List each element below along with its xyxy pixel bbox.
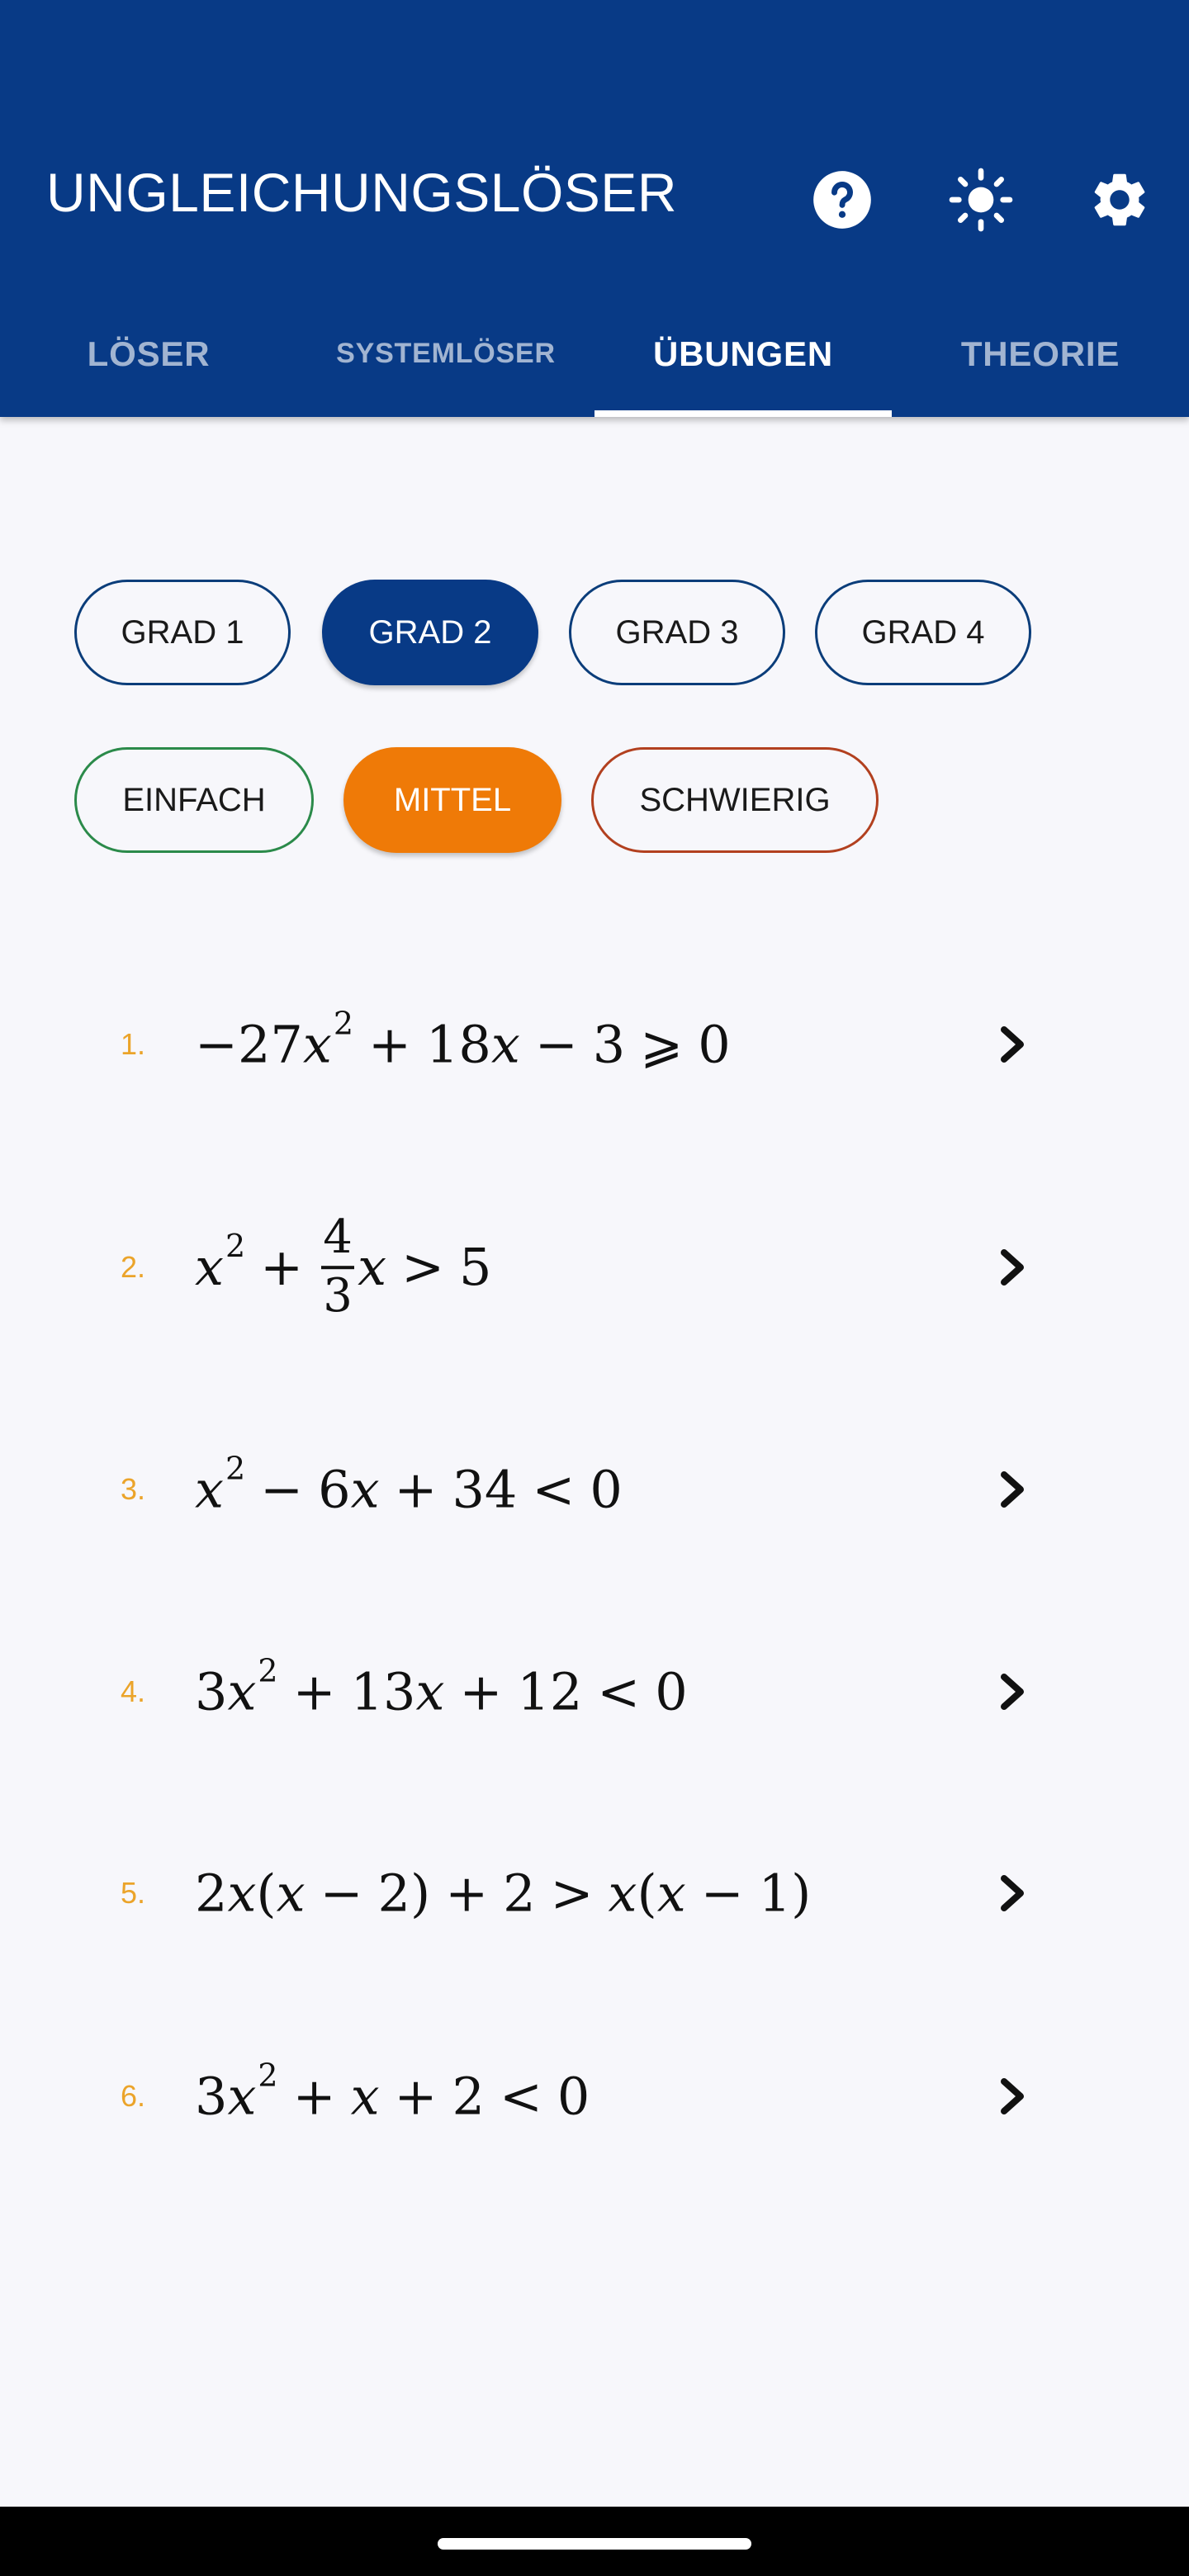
app-title: UNGLEICHUNGSLÖSER: [46, 162, 677, 223]
tab-theory[interactable]: THEORIE: [960, 334, 1120, 373]
chevron-right-icon: [996, 1248, 1029, 1287]
chip-grade-4[interactable]: GRAD 4: [815, 580, 1031, 685]
system-nav-bar: [0, 2507, 1189, 2576]
exercise-formula: x $^2$ − 6 x + 34 < 0: [195, 1450, 623, 1520]
fraction: $\frac{4}{3}$: [321, 1214, 354, 1321]
sun-icon[interactable]: [946, 165, 1016, 234]
exercise-number: 5.: [121, 1876, 146, 1910]
exercise-number: 1.: [121, 1027, 146, 1061]
chip-difficulty-hard[interactable]: SCHWIERIG: [591, 747, 879, 853]
home-gesture-handle[interactable]: [438, 2538, 751, 2550]
exercise-item-6[interactable]: [0, 2034, 1189, 2158]
gear-icon[interactable]: [1085, 165, 1154, 234]
chevron-right-icon: [996, 1025, 1029, 1064]
tab-bar: [0, 297, 1189, 417]
exercise-number: 4.: [121, 1674, 146, 1708]
chevron-right-icon: [996, 1470, 1029, 1509]
chip-difficulty-medium[interactable]: MITTEL: [343, 747, 561, 853]
exercise-number: 6.: [121, 2079, 146, 2113]
exercise-number: 3.: [121, 1472, 146, 1506]
tab-exercises[interactable]: ÜBUNGEN: [594, 297, 892, 417]
exercise-item-1[interactable]: [0, 983, 1189, 1106]
chip-grade-2[interactable]: GRAD 2: [322, 580, 538, 685]
chevron-right-icon: [996, 2076, 1029, 2116]
chip-grade-3[interactable]: GRAD 3: [569, 580, 785, 685]
help-icon[interactable]: [808, 165, 877, 234]
exercise-formula: −27 x $^2$ + 18 x − 3 ⩾ 0: [195, 1005, 731, 1075]
exercise-item-4[interactable]: [0, 1630, 1189, 1754]
exercise-formula: x $^2$ + $\frac{4}{3}$ x > 5: [195, 1210, 492, 1323]
chip-difficulty-easy[interactable]: EINFACH: [74, 747, 314, 853]
exercise-formula: 3 x $^2$ + 13 x + 12 < 0: [195, 1652, 688, 1722]
exercise-item-2[interactable]: [0, 1205, 1189, 1329]
exercise-formula: 3 x $^2$ + x + 2 < 0: [195, 2057, 590, 2127]
exercise-item-5[interactable]: [0, 1831, 1189, 1955]
chevron-right-icon: [996, 1672, 1029, 1712]
tab-solver[interactable]: LÖSER: [87, 334, 211, 373]
exercise-formula: 2 x ( x − 2) + 2 > x ( x − 1): [195, 1863, 812, 1924]
chip-grade-1[interactable]: GRAD 1: [74, 580, 291, 685]
tab-system-solver[interactable]: SYSTEMLÖSER: [336, 338, 556, 369]
exercise-number: 2.: [121, 1250, 146, 1284]
app-bar: [0, 0, 1189, 417]
chevron-right-icon: [996, 1873, 1029, 1913]
exercise-item-3[interactable]: [0, 1428, 1189, 1551]
